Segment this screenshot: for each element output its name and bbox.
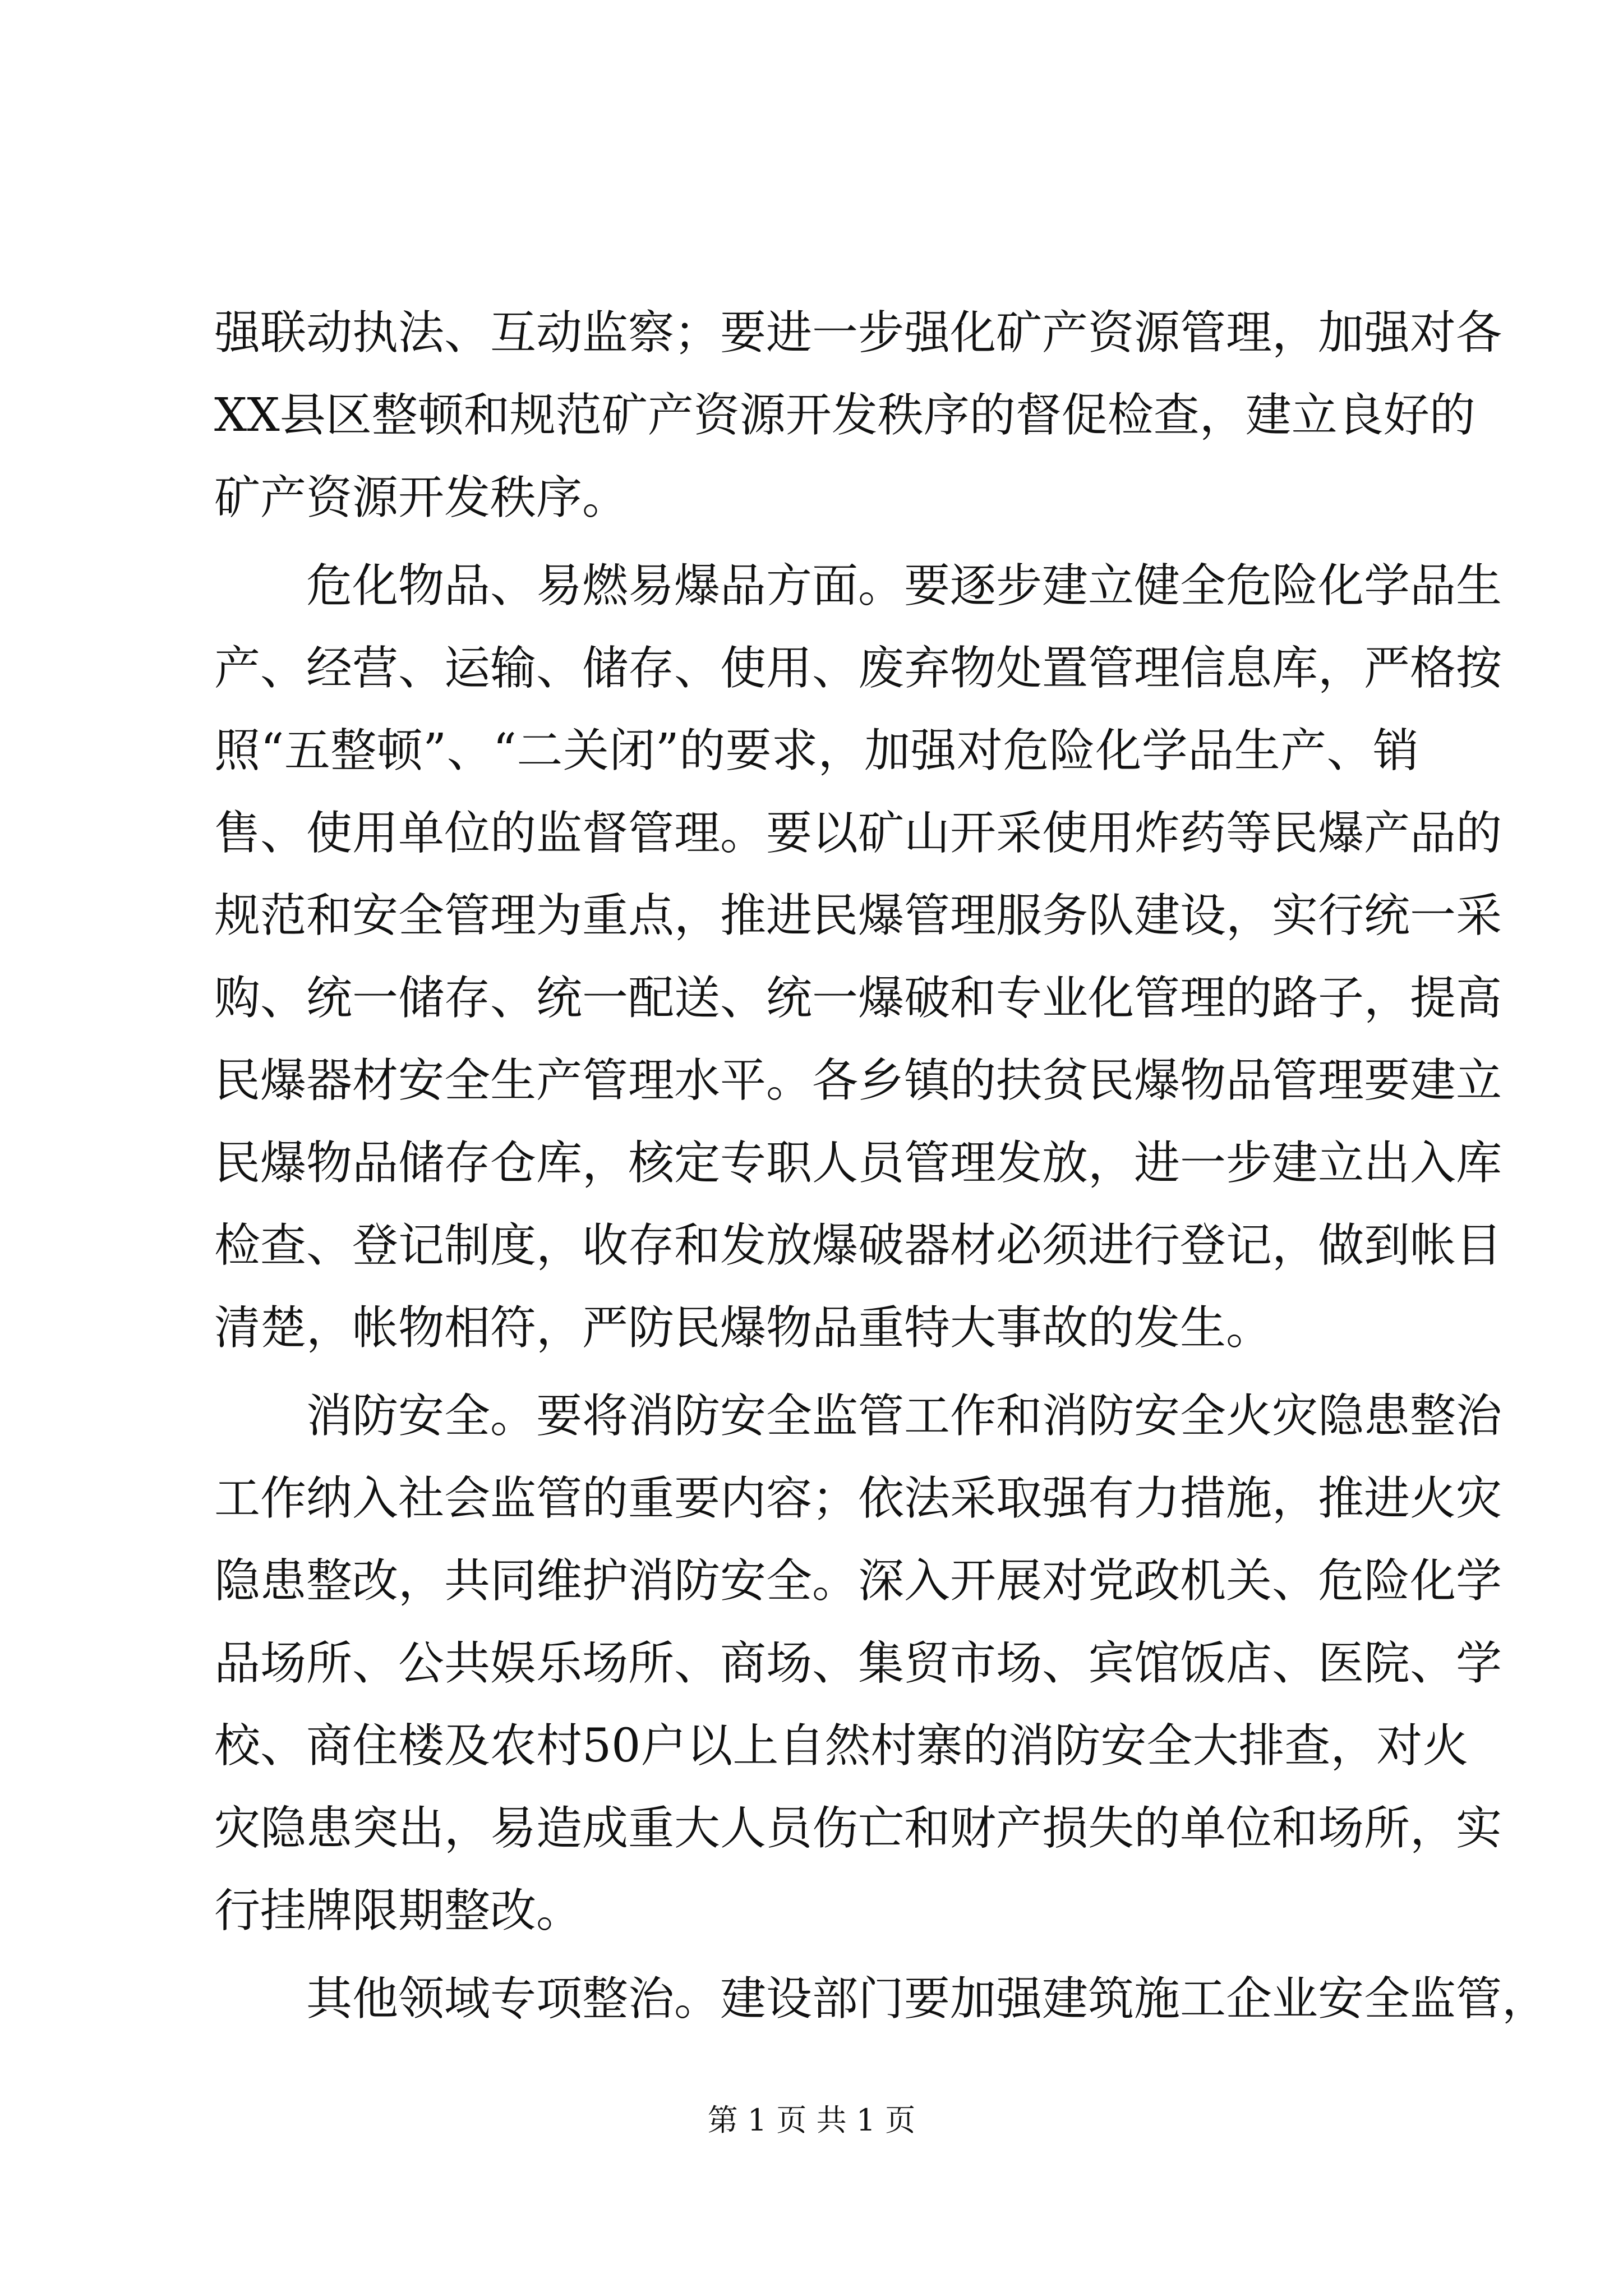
text-line: 规范和安全管理为重点，推进民爆管理服务队建设，实行统一采 — [214, 889, 1502, 942]
text-line: 售、使用单位的监督管理。要以矿山开采使用炸药等民爆产品的 — [214, 807, 1502, 860]
paragraph-first-line: 危化物品、易燃易爆品方面。要逐步建立健全危险化学品生 — [306, 559, 1502, 613]
text-line: 行挂牌限期整改。 — [214, 1884, 583, 1938]
text-line: 清楚，帐物相符，严防民爆物品重特大事故的发生。 — [214, 1301, 1272, 1355]
text-line: 校、商住楼及农村50户以上自然村寨的消防安全大排查，对火 — [214, 1719, 1469, 1773]
page-number-footer: 第 1 页 共 1 页 — [707, 2102, 916, 2138]
text-line: 照“五整顿”、“二关闭”的要求，加强对危险化学品生产、销 — [214, 724, 1419, 777]
text-line: 工作纳入社会监管的重要内容；依法采取强有力措施，推进火灾 — [214, 1472, 1502, 1525]
text-line: 矿产资源开发秩序。 — [214, 471, 629, 524]
text-line: 品场所、公共娱乐场所、商场、集贸市场、宾馆饭店、医院、学 — [214, 1637, 1502, 1690]
document-body — [214, 292, 1548, 2040]
text-line: 检查、登记制度，收存和发放爆破器材必须进行登记，做到帐目 — [214, 1219, 1502, 1272]
text-line: 隐患整改，共同维护消防安全。深入开展对党政机关、危险化学 — [214, 1554, 1502, 1608]
text-line: 强联动执法、互动监察；要进一步强化矿产资源管理，加强对各 — [214, 306, 1502, 360]
text-line: 民爆器材安全生产管理水平。各乡镇的扶贫民爆物品管理要建立 — [214, 1054, 1502, 1107]
text-line: 购、统一储存、统一配送、统一爆破和专业化管理的路子，提高 — [214, 972, 1502, 1025]
text-line: 灾隐患突出，易造成重大人员伤亡和财产损失的单位和场所，实 — [214, 1802, 1502, 1855]
text-line: 民爆物品储存仓库，核定专职人员管理发放，进一步建立出入库 — [214, 1137, 1502, 1190]
paragraph-first-line: 其他领域专项整治。建设部门要加强建筑施工企业安全监管， — [306, 1972, 1548, 2026]
text-line: XX县区整顿和规范矿产资源开发秩序的督促检查，建立良好的 — [214, 389, 1476, 442]
text-line: 产、经营、运输、储存、使用、废弃物处置管理信息库，严格按 — [214, 642, 1502, 695]
paragraph-first-line: 消防安全。要将消防安全监管工作和消防安全火灾隐患整治 — [306, 1389, 1502, 1443]
